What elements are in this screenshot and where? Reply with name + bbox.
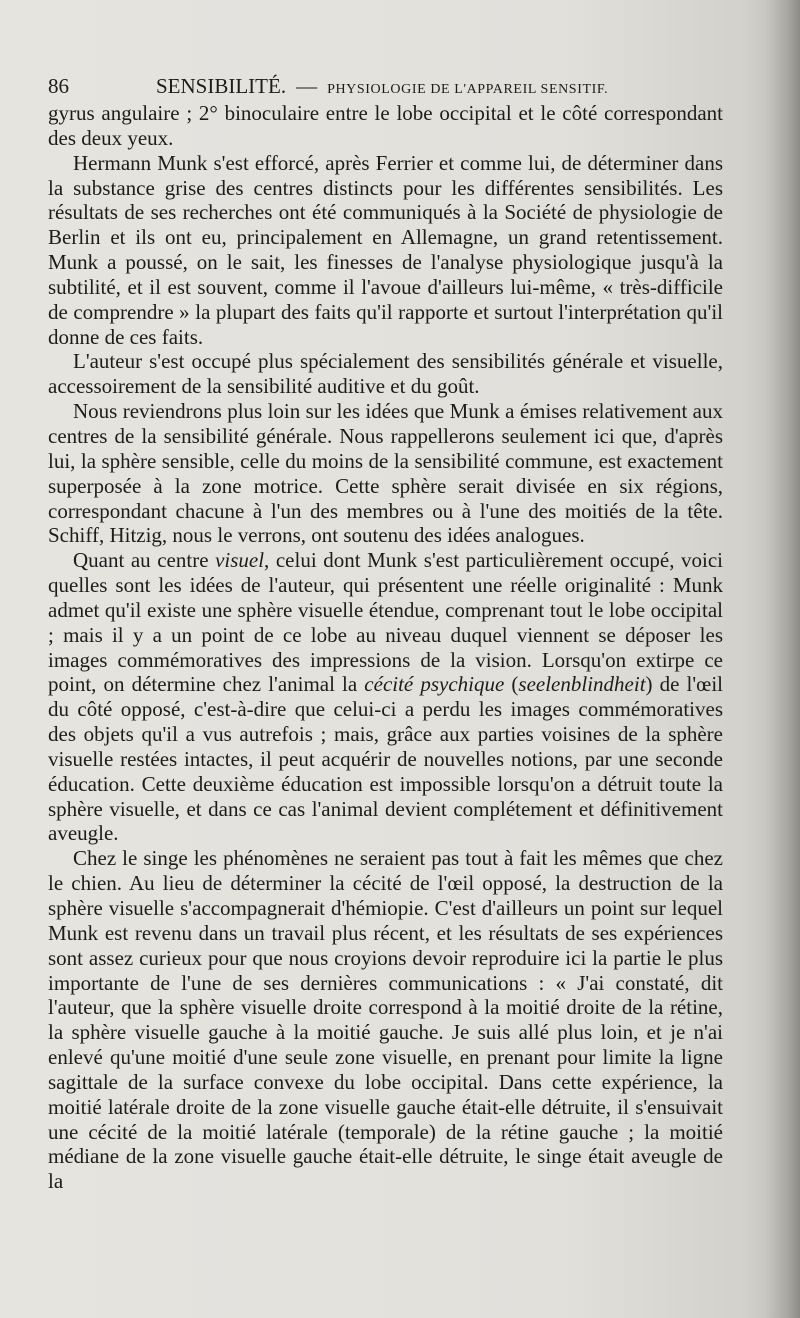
title-separator: — (296, 74, 318, 98)
italic-term-cecite-psychique: cécité psychique (364, 672, 505, 697)
page-binding-shadow (766, 0, 800, 1318)
italic-term-seelenblindheit: seelenblindheit (518, 672, 646, 697)
text-run: ( (504, 672, 519, 697)
page-number: 86 (48, 74, 69, 98)
text-run: ) de l'œil du côté opposé, c'est-à-dire que celui-ci a perdu les images commémoratives des objets qu'il a vus autrefois ; mais, grâce aux parties voisines de la sphère visuelle restées intactes, il peut acquérir de nouvelles notions, par une seconde éducation. Cette deuxième éducation est impossible lorsqu'on a détruit toute la sphère visuelle, et dans ce cas l'animal devient complétement et définitivement aveugle. (48, 672, 723, 846)
paragraph-sensibilite-generale: Nous reviendrons plus loin sur les idées que Munk a émises relativement aux centres de la sensibilité générale. Nous rappellerons seulement ici que, d'après lui, la sphère sensible, celle du moins de la sensibilité commune, est exactement superposée à la zone motrice. Cette sphère serait divisée en six régions, correspondant chacune à l'un des membres ou à l'une des moitiés de la tête. Schiff, Hitzig, nous le verrons, ont soutenu des idées analogues. (48, 399, 723, 548)
paragraph-sensibilites: L'auteur s'est occupé plus spécialement des sensibilités générale et visuelle, accessoirement de la sensibilité auditive et du goût. (48, 349, 723, 399)
paragraph-centre-visuel (48, 548, 723, 846)
body-text (48, 101, 723, 1194)
paragraph-munk: Hermann Munk s'est efforcé, après Ferrier et comme lui, de déterminer dans la substance grise des centres distincts pour les différentes sensibilités. Les résultats de ses recherches ont été communiqués à la Société de physiologie de Berlin et ils ont eu, principalement en Allemagne, un grand retentissement. Munk a poussé, on le sait, les finesses de l'analyse physiologique jusqu'à la subtilité, et il est souvent, comme il l'avoue d'ailleurs lui-même, « très-difficile de comprendre » la plupart des faits qu'il rapporte et surtout l'interprétation qu'il donne de ces faits. (48, 150, 723, 349)
section-subtitle: PHYSIOLOGIE DE L'APPAREIL SENSITIF. (327, 82, 609, 97)
chapter-title: SENSIBILITÉ. (156, 74, 287, 98)
paragraph-continued: gyrus angulaire ; 2° binoculaire entre le lobe occipital et le côté correspondant des deux yeux. (48, 101, 723, 150)
italic-term-visuel: visuel (215, 548, 265, 573)
running-header (48, 70, 738, 102)
text-run: , celui dont Munk s'est particulièrement occupé, voici quelles sont les idées de l'auteur, qui présentent une réelle originalité : Munk admet qu'il existe une sphère visuelle étendue, comprenant tout le lobe occipital ; mais il y a un point de ce lobe au niveau duquel viennent se déposer les images commémoratives des impressions de la vision. Lorsqu'on extirpe ce point, on détermine chez l'animal la (48, 548, 723, 697)
text-run: Quant au centre (73, 548, 216, 573)
paragraph-singe: Chez le singe les phénomènes ne seraient pas tout à fait les mêmes que chez le chien. Au lieu de déterminer la cécité de l'œil opposé, la destruction de la sphère visuelle s'accompagnerait d'hémiopie. C'est d'ailleurs un point sur lequel Munk est revenu dans un travail plus récent, et les résultats de ses expériences sont assez curieux pour que nous croyions devoir reproduire ici la partie le plus importante de l'une de ses dernières communications : « J'ai constaté, dit l'auteur, que la sphère visuelle droite correspond à la moitié droite de la rétine, la sphère visuelle gauche à la moitié gauche. Je suis allé plus loin, et je n'ai enlevé qu'une moitié d'une seule zone visuelle, en prenant pour limite la ligne sagittale de la surface convexe du lobe occipital. Dans cette expérience, la moitié latérale droite de la zone visuelle gauche était-elle détruite, il s'ensuivait une cécité de la moitié latérale (temporale) de la rétine gauche ; la moitié médiane de la zone visuelle gauche était-elle détruite, le singe était aveugle de la (48, 846, 723, 1194)
